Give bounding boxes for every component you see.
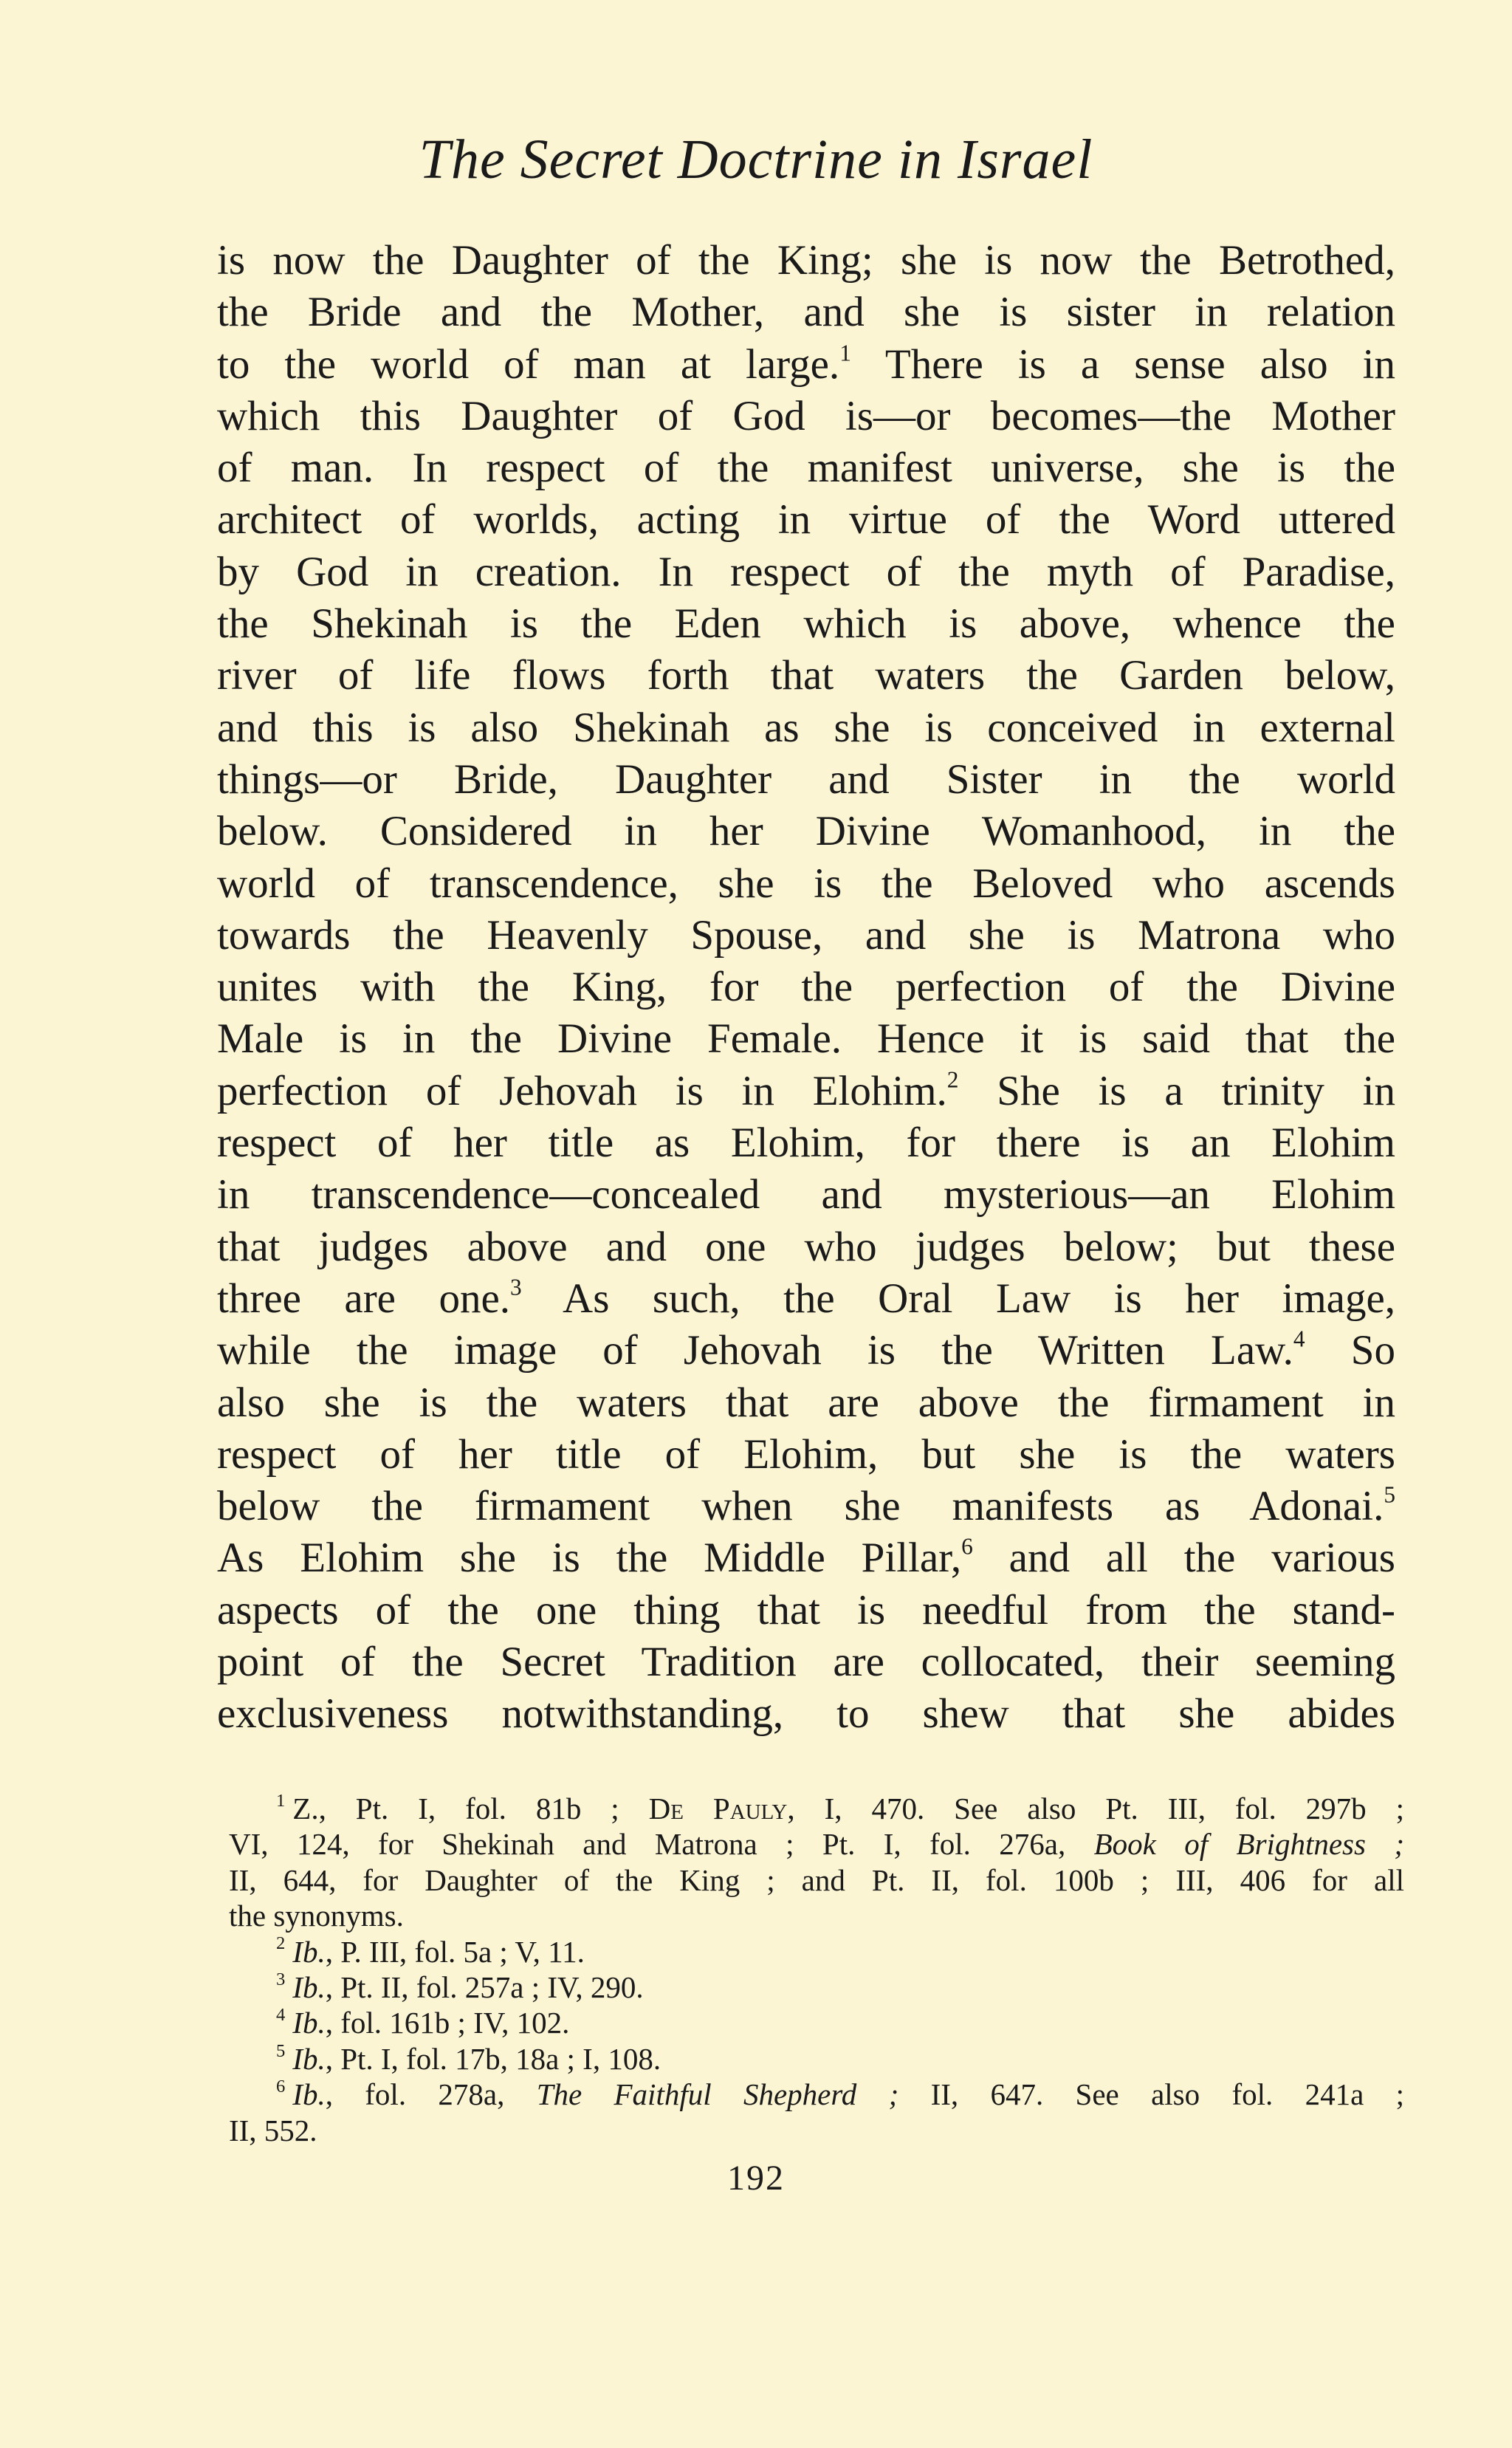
text-run: point of the Secret Tradition are collocated, their seeming bbox=[217, 1639, 1395, 1686]
text-run: towards the Heavenly Spouse, and she is Matrona who bbox=[217, 911, 1395, 959]
body-text bbox=[217, 235, 1395, 1741]
body-line bbox=[217, 1066, 1395, 1117]
italic-text: Ib. bbox=[292, 2006, 326, 2040]
body-line bbox=[217, 235, 1395, 287]
body-line bbox=[217, 442, 1395, 494]
text-run: , fol. 161b ; IV, 102. bbox=[325, 2006, 570, 2040]
footnote-line bbox=[229, 1862, 1404, 1898]
text-run: She is a trinity in bbox=[958, 1067, 1396, 1114]
text-run: by God in creation. In respect of the myth of Paradise, bbox=[217, 548, 1395, 595]
body-line bbox=[217, 391, 1395, 442]
text-run: things—or Bride, Daughter and Sister in the world bbox=[217, 755, 1395, 803]
text-run: VI, 124, for Shekinah and Matrona ; Pt. I, fol. 276a, bbox=[229, 1827, 1094, 1862]
text-run: unites with the King, for the perfection of the Divine bbox=[217, 964, 1395, 1011]
body-line bbox=[217, 1481, 1395, 1532]
text-run: that judges above and one who judges below; but these bbox=[217, 1223, 1395, 1270]
footnote-reference: 2 bbox=[946, 1066, 959, 1093]
text-run: river of life flows forth that waters the Garden below, bbox=[217, 652, 1395, 699]
text-run: exclusiveness notwithstanding, to shew that she abides bbox=[217, 1690, 1395, 1738]
text-run: architect of worlds, acting in virtue of the Word uttered bbox=[217, 496, 1395, 544]
footnote-line bbox=[229, 2113, 1404, 2148]
text-run: , Pt. I, fol. 17b, 18a ; I, 108. bbox=[325, 2041, 662, 2076]
text-run: below. Considered in her Divine Womanhood, in the bbox=[217, 808, 1395, 855]
text-run: while the image of Jehovah is the Written Law. bbox=[217, 1327, 1293, 1374]
running-head: The Secret Doctrine in Israel bbox=[419, 128, 1093, 191]
footnote-reference: 5 bbox=[1384, 1481, 1395, 1508]
body-line bbox=[217, 961, 1395, 1013]
text-run: and this is also Shekinah as she is conceived in external bbox=[217, 704, 1395, 751]
body-line bbox=[217, 494, 1395, 546]
italic-text: Ib. bbox=[292, 1969, 326, 2004]
text-run: and all the various bbox=[972, 1535, 1395, 1582]
footnote-number: 5 bbox=[276, 2040, 286, 2061]
body-line bbox=[217, 1377, 1395, 1429]
body-line bbox=[217, 339, 1395, 391]
body-line bbox=[217, 598, 1395, 650]
body-line bbox=[217, 806, 1395, 857]
footnote-reference: 6 bbox=[961, 1533, 973, 1560]
body-line bbox=[217, 1585, 1395, 1636]
body-line bbox=[217, 1688, 1395, 1740]
text-run: II, 552. bbox=[229, 2113, 317, 2147]
footnote-line bbox=[229, 1898, 1404, 1933]
footnote-reference: 4 bbox=[1293, 1326, 1305, 1352]
footnote-line bbox=[229, 2041, 1404, 2077]
body-line bbox=[217, 1013, 1395, 1065]
body-line bbox=[217, 287, 1395, 338]
footnote-number: 6 bbox=[276, 2076, 286, 2096]
text-run: which this Daughter of God is—or becomes—the Mother bbox=[217, 392, 1395, 439]
footnote-line bbox=[229, 2005, 1404, 2040]
body-line bbox=[217, 1636, 1395, 1688]
footnote-line bbox=[229, 1969, 1404, 2005]
body-line bbox=[217, 1221, 1395, 1273]
text-run: the Shekinah is the Eden which is above, whence the bbox=[217, 600, 1395, 648]
footnote-line bbox=[229, 2077, 1404, 2112]
text-run: in transcendence—concealed and mysterious—an Elohim bbox=[217, 1171, 1395, 1218]
text-run: Male is in the Divine Female. Hence it is said that the bbox=[217, 1015, 1395, 1063]
footnote-number: 4 bbox=[276, 2005, 286, 2026]
italic-text: The Faithful Shepherd ; bbox=[536, 2077, 899, 2112]
body-line bbox=[217, 1325, 1395, 1376]
text-run: to the world of man at large. bbox=[217, 340, 840, 388]
text-run: also she is the waters that are above the firmament in bbox=[217, 1379, 1395, 1426]
body-line bbox=[217, 1429, 1395, 1481]
body-line bbox=[217, 546, 1395, 598]
footnote-line bbox=[229, 1934, 1404, 1969]
italic-text: Ib. bbox=[292, 2077, 326, 2112]
text-run: There is a sense also in bbox=[850, 340, 1395, 388]
italic-text: Ib. bbox=[292, 1934, 326, 1969]
body-line bbox=[217, 650, 1395, 702]
text-run: , fol. 278a, bbox=[325, 2077, 537, 2112]
text-run: the Bride and the Mother, and she is sister in relation bbox=[217, 289, 1395, 336]
text-run: below the firmament when she manifests as Adonai. bbox=[217, 1483, 1384, 1530]
footnote-line bbox=[229, 1791, 1404, 1826]
text-run: aspects of the one thing that is needful from the stand- bbox=[217, 1586, 1395, 1633]
body-line bbox=[217, 1532, 1395, 1584]
text-run: respect of her title as Elohim, for there is an Elohim bbox=[217, 1120, 1395, 1167]
text-run: As Elohim she is the Middle Pillar, bbox=[217, 1535, 962, 1582]
body-line bbox=[217, 754, 1395, 806]
text-run: II, 644, for Daughter of the King ; and Pt. II, fol. 100b ; III, 406 for all bbox=[229, 1862, 1404, 1897]
footnote-number: 2 bbox=[276, 1933, 286, 1954]
body-line bbox=[217, 1169, 1395, 1221]
text-run: is now the Daughter of the King; she is now the Betrothed, bbox=[217, 237, 1395, 284]
text-run: world of transcendence, she is the Beloved who ascends bbox=[217, 860, 1395, 907]
footnote-number: 1 bbox=[276, 1790, 286, 1811]
italic-text: Book of Brightness ; bbox=[1093, 1827, 1404, 1862]
body-line bbox=[217, 858, 1395, 910]
text-run: , P. III, fol. 5a ; V, 11. bbox=[325, 1934, 585, 1969]
text-run: three are one. bbox=[217, 1275, 511, 1322]
italic-text: Ib. bbox=[292, 2041, 326, 2076]
text-run: As such, the Oral Law is her image, bbox=[521, 1275, 1396, 1322]
footnotes bbox=[229, 1791, 1404, 2148]
body-line bbox=[217, 1273, 1395, 1325]
small-caps-text: De Pauly bbox=[648, 1792, 788, 1825]
text-run: So bbox=[1305, 1327, 1395, 1374]
page-number: 192 bbox=[727, 2159, 785, 2198]
body-line bbox=[217, 910, 1395, 961]
text-run: , Pt. II, fol. 257a ; IV, 290. bbox=[325, 1969, 644, 2004]
footnote-reference: 3 bbox=[510, 1274, 522, 1300]
text-run: the synonyms. bbox=[229, 1899, 404, 1933]
text-run: of man. In respect of the manifest universe, she is the bbox=[217, 445, 1395, 492]
text-run: , I, 470. See also Pt. III, fol. 297b ; bbox=[787, 1792, 1405, 1825]
footnote-line bbox=[229, 1826, 1404, 1862]
text-run: II, 647. See also fol. 241a ; bbox=[898, 2077, 1404, 2112]
body-line bbox=[217, 1117, 1395, 1169]
footnote-reference: 1 bbox=[839, 340, 851, 366]
text-run: perfection of Jehovah is in Elohim. bbox=[217, 1067, 947, 1114]
text-run: respect of her title of Elohim, but she is the waters bbox=[217, 1430, 1395, 1478]
footnote-number: 3 bbox=[276, 1969, 286, 1989]
text-run: Z., Pt. I, fol. 81b ; bbox=[292, 1792, 649, 1825]
body-line bbox=[217, 702, 1395, 754]
